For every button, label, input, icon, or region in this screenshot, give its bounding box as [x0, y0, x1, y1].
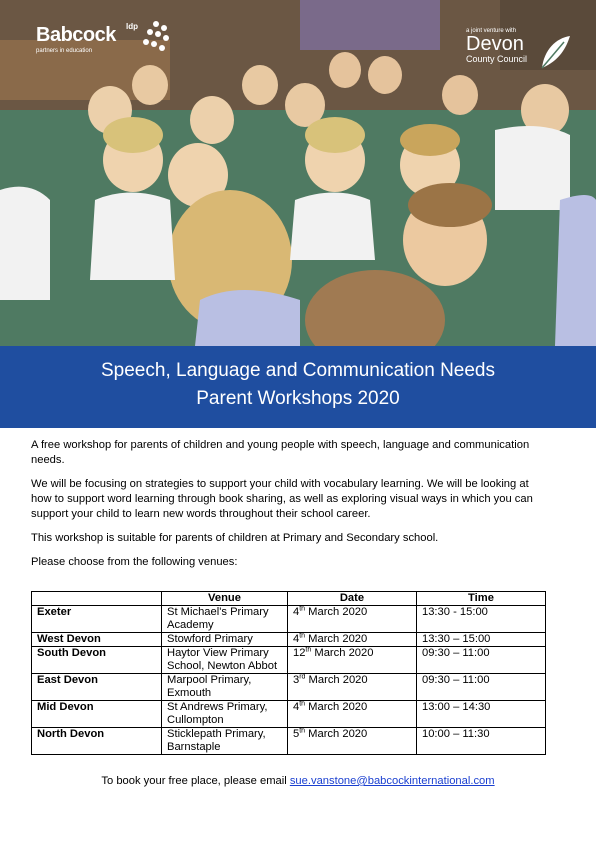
- time-cell: 10:00 – 11:30: [416, 728, 545, 755]
- table-header-row: [32, 592, 546, 606]
- focus-paragraph: We will be focusing on strategies to support your child with vocabulary learning. We will be looking at how to support word learning through book sharing, as well as exploring visual ways in which you can support your child to learn new words throughout their school career.: [31, 478, 533, 520]
- devon-joint-venture: a joint venture with: [466, 28, 517, 34]
- header-time: Time: [416, 592, 545, 606]
- area-cell: East Devon: [32, 674, 162, 701]
- devon-leaf-icon: [538, 34, 572, 70]
- table-row: [32, 606, 546, 633]
- time-cell: 09:30 – 11:00: [416, 647, 545, 674]
- venue-cell: St Michael's Primary Academy: [162, 606, 288, 633]
- time-cell: 13:30 – 15:00: [416, 633, 545, 647]
- title-line2: Parent Workshops 2020: [196, 388, 400, 409]
- babcock-ldp: ldp: [126, 22, 138, 31]
- devon-name: Devon: [466, 33, 524, 55]
- intro-paragraph: A free workshop for parents of children and young people with speech, language and communication needs.: [31, 439, 530, 466]
- time-cell: 13:00 – 14:30: [416, 701, 545, 728]
- babcock-logo: [36, 22, 138, 54]
- header-area: [32, 592, 162, 606]
- booking-footer: [0, 775, 596, 787]
- area-cell: South Devon: [32, 647, 162, 674]
- venues-table: [31, 591, 546, 755]
- babcock-tagline: partners in education: [36, 48, 93, 54]
- time-cell: 13:30 - 15:00: [416, 606, 545, 633]
- date-cell: 4th March 2020: [287, 633, 416, 647]
- venue-cell: Sticklepath Primary, Barnstaple: [162, 728, 288, 755]
- area-cell: West Devon: [32, 633, 162, 647]
- table-row: [32, 647, 546, 674]
- title-line1: Speech, Language and Communication Needs: [101, 360, 495, 381]
- date-cell: 4th March 2020: [287, 701, 416, 728]
- venue-cell: Marpool Primary, Exmouth: [162, 674, 288, 701]
- babcock-dots-icon: [136, 18, 176, 54]
- date-cell: 4th March 2020: [287, 606, 416, 633]
- date-cell: 12th March 2020: [287, 647, 416, 674]
- header-date: Date: [287, 592, 416, 606]
- suitability-paragraph: This workshop is suitable for parents of children at Primary and Secondary school.: [31, 532, 439, 544]
- table-row: [32, 728, 546, 755]
- venue-cell: St Andrews Primary, Cullompton: [162, 701, 288, 728]
- table-row: [32, 633, 546, 647]
- area-cell: Exeter: [32, 606, 162, 633]
- body-text: [31, 438, 551, 579]
- date-cell: 5th March 2020: [287, 728, 416, 755]
- classroom-photo: [0, 0, 596, 346]
- babcock-name: Babcock: [36, 24, 116, 46]
- time-cell: 09:30 – 11:00: [416, 674, 545, 701]
- table-row: [32, 674, 546, 701]
- devon-logo: [466, 28, 527, 64]
- area-cell: Mid Devon: [32, 701, 162, 728]
- booking-email-link[interactable]: sue.vanstone@babcockinternational.com: [289, 775, 495, 787]
- venues-prompt: Please choose from the following venues:: [31, 556, 238, 568]
- area-cell: North Devon: [32, 728, 162, 755]
- table-row: [32, 701, 546, 728]
- date-cell: 3rd March 2020: [287, 674, 416, 701]
- venue-cell: Haytor View Primary School, Newton Abbot: [162, 647, 288, 674]
- title-banner: [0, 346, 596, 428]
- devon-county-council: County Council: [466, 54, 528, 64]
- venue-cell: Stowford Primary: [162, 633, 288, 647]
- header-venue: Venue: [162, 592, 288, 606]
- booking-text: To book your free place, please email: [101, 775, 290, 787]
